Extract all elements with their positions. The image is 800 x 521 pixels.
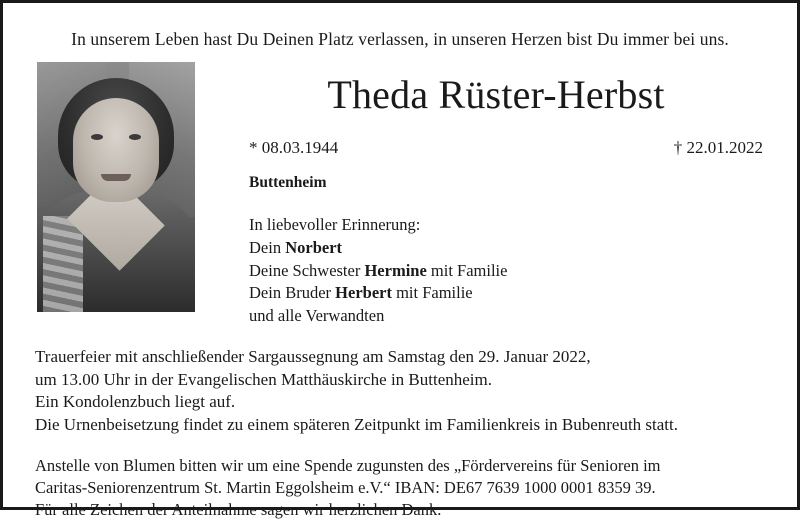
funeral-line: Die Urnenbeisetzung findet zu einem späteren Zeitpunkt im Familienkreis in Bubenreuth statt. (35, 415, 678, 435)
portrait-photo (37, 62, 195, 312)
survivor-prefix: Dein Bruder (249, 283, 336, 303)
funeral-line: um 13.00 Uhr in der Evangelischen Matthäuskirche in Buttenheim. (35, 369, 493, 389)
funeral-line: Ein Kondolenzbuch liegt auf. (35, 392, 236, 412)
memorial-intro: In liebevoller Erinnerung: (249, 215, 421, 234)
life-dates (249, 138, 763, 158)
survivor-prefix: Deine Schwester (249, 260, 365, 280)
portrait-scarf (43, 216, 83, 312)
donation-line: Anstelle von Blumen bitten wir um eine Spende zugunsten des „Fördervereins für Senioren im (35, 455, 661, 475)
notice-details (195, 60, 775, 328)
death-date: † 22.01.2022 (673, 138, 763, 157)
survivor-name: Norbert (285, 237, 343, 257)
deceased-name: Theda Rüster-Herbst (327, 72, 665, 117)
survivor-line (249, 237, 771, 260)
survivor-prefix: Dein (249, 237, 286, 257)
notice-body (25, 60, 775, 328)
funeral-line: Trauerfeier mit anschließender Sargaussegnung am Samstag den 29. Januar 2022, (35, 346, 591, 366)
portrait-eye-left (91, 134, 103, 140)
funeral-details (35, 346, 775, 437)
survivor-suffix: mit Familie (391, 283, 473, 303)
donation-line: Caritas-Seniorenzentrum St. Martin Eggolsheim e.V.“ IBAN: DE67 7639 1000 0001 8359 39. (35, 478, 656, 497)
opening-verse: In unserem Leben hast Du Deinen Platz verlassen, in unseren Herzen bist Du immer bei uns. (71, 29, 729, 49)
donation-line: Für alle Zeichen der Anteilnahme sagen wir herzlichen Dank. (35, 500, 442, 520)
survivor-suffix: mit Familie (426, 260, 508, 280)
memorial-block (249, 214, 771, 328)
survivor-line (249, 260, 771, 283)
portrait-eye-right (129, 134, 141, 140)
birth-date: * 08.03.1944 (249, 138, 339, 157)
survivor-line (249, 282, 771, 305)
survivor-name: Herbert (335, 283, 392, 303)
survivor-prefix: und alle Verwandten (249, 306, 385, 326)
survivor-name: Hermine (364, 260, 427, 280)
home-town: Buttenheim (249, 174, 327, 191)
portrait-mouth (101, 174, 131, 181)
survivor-line (249, 305, 771, 328)
portrait-face (73, 98, 159, 202)
donation-request (35, 455, 775, 521)
